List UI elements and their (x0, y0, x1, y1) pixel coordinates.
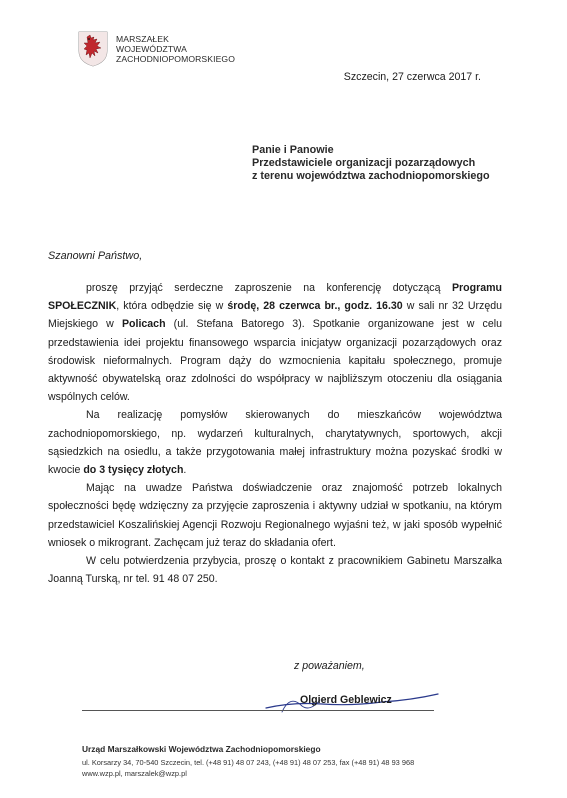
closing-phrase: z poważaniem, (294, 660, 365, 672)
text-run: w sali nr 32 Urzędu Miejskiego w (48, 300, 502, 331)
salutation: Szanowni Państwo, (48, 250, 143, 262)
body-paragraph (48, 552, 502, 588)
addressee-line: Panie i Panowie (252, 144, 334, 156)
footer (82, 744, 414, 779)
griffin-crest-logo (78, 31, 108, 67)
signer-name: Olgierd Geblewicz (300, 694, 392, 706)
text-run: W celu potwierdzenia przybycia, proszę o kontakt z pracownikiem Gabinetu Marszałka Joanną Turską, nr tel. 91 48 07 250. (48, 555, 502, 586)
org-line: WOJEWÓDZTWA (116, 44, 187, 54)
text-run: . (183, 464, 187, 477)
bold-text-run: Programu SPOŁECZNIK (48, 282, 502, 313)
footer-address: ul. Korsarzy 34, 70-540 Szczecin, tel. (+48 91) 48 07 243, (+48 91) 48 07 253, fax (+48 91) 48 93 968 (82, 758, 415, 767)
addressee-line: z terenu województwa zachodniopomorskiego (252, 170, 490, 182)
bold-text-run: do 3 tysięcy złotych (83, 464, 184, 477)
org-line: ZACHODNIOPOMORSKIEGO (116, 54, 235, 64)
text-run: proszę przyjąć serdeczne zaproszenie na konferencję dotyczącą (86, 282, 452, 294)
body-paragraph (48, 279, 502, 406)
text-run: , która odbędzie się w (116, 300, 228, 313)
body-paragraph (48, 479, 502, 552)
text-run: (ul. Stefana Batorego 3). Spotkanie organizowane jest w celu przedstawienia idei projektu finansowego wsparcia inicjatyw organizacji pozarządowych oraz środowisk nieformalnych. Program dąży do wzmocnienia kapitału społecznego, promuje aktywność obywatelską oraz zdolności do współpracy w najbliższym otoczeniu dla osiągania wspólnych celów. (48, 318, 502, 404)
bold-text-run: środę, 28 czerwca br., godz. 16.30 (227, 300, 403, 313)
footer-divider (82, 710, 434, 711)
organization-name (116, 34, 235, 64)
footer-title: Urząd Marszałkowski Województwa Zachodniopomorskiego (82, 744, 321, 754)
text-run: Mając na uwadze Państwa doświadczenie oraz znajomość potrzeb lokalnych społeczności będę wdzięczny za przyjęcie zaproszenia i aktywny udział w spotkaniu, na którym przedstawiciel Koszalińskiej Agencji Rozwoju Regionalnego wyjaśni też, w jaki sposób wypełnić wniosek o mikrogrant. Zachęcam już teraz do składania ofert. (48, 482, 502, 549)
addressee-line: Przedstawiciele organizacji pozarządowych (252, 157, 476, 169)
letter-date: Szczecin, 27 czerwca 2017 r. (343, 71, 481, 83)
org-line: MARSZAŁEK (116, 34, 169, 44)
bold-text-run: Policach (121, 318, 166, 331)
letter-body (48, 279, 502, 588)
footer-web: www.wzp.pl, marszalek@wzp.pl (82, 769, 187, 778)
addressee-block (252, 144, 490, 183)
text-run: Na realizację pomysłów skierowanych do mieszkańców województwa zachodniopomorskiego, np. wydarzeń kulturalnych, charytatywnych, sportowych, akcji sąsiedzkich na osiedlu, a także przygotowania małej infrastruktury można pozyskać środki w kwocie (48, 409, 502, 477)
body-paragraph (48, 406, 502, 479)
